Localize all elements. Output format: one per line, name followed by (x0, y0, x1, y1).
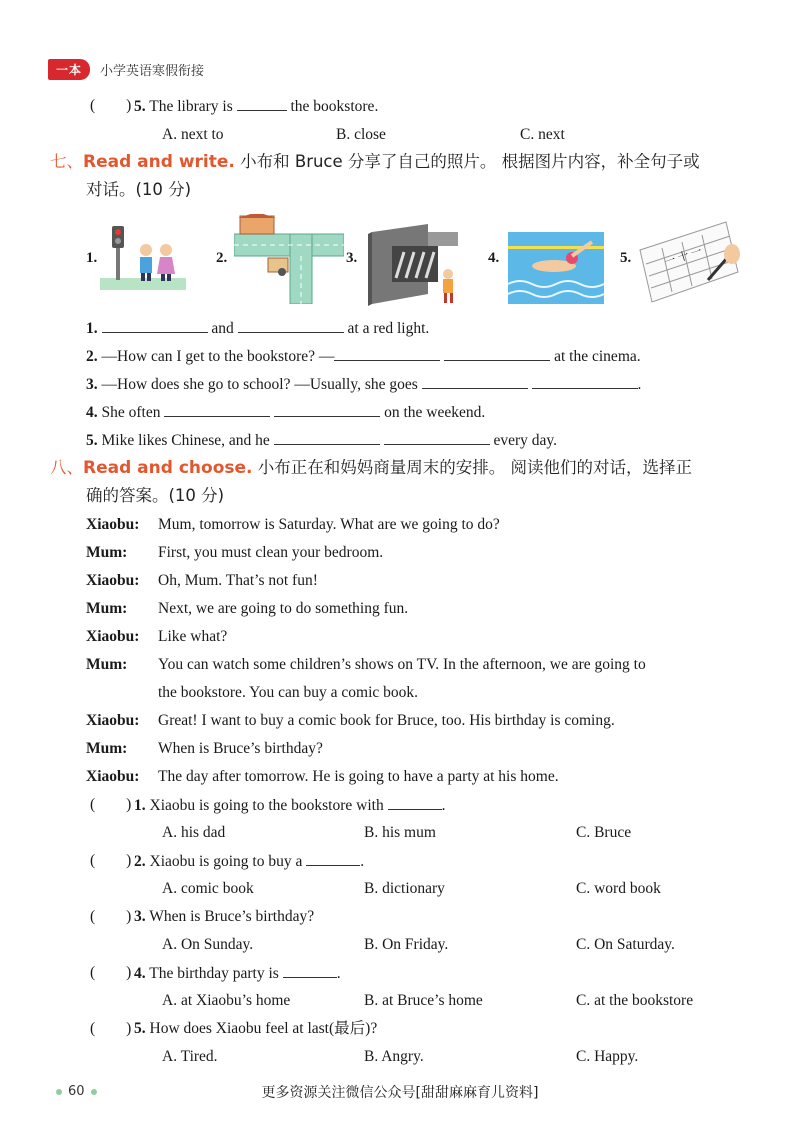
answer-blank[interactable] (274, 430, 380, 445)
answer-blank[interactable] (532, 374, 638, 389)
answer-blank[interactable] (237, 96, 287, 111)
question-number: 3. (134, 908, 146, 925)
dialog-line: First, you must clean your bedroom. (158, 544, 384, 561)
section-instructions: 小布正在和妈妈商量周末的安排。 阅读他们的对话，选择正 (257, 458, 692, 477)
question-text: Xiaobu is going to buy a (149, 853, 303, 870)
option-b[interactable]: B. at Bruce’s home (364, 992, 483, 1009)
question-text: at a red light. (347, 320, 430, 337)
option-c[interactable]: C. next (520, 126, 565, 143)
question-text: . (441, 797, 446, 814)
dialog-speaker: Xiaobu: (86, 712, 140, 729)
option-c[interactable]: C. word book (576, 880, 661, 897)
picture-label: 1. (86, 250, 98, 266)
question-number: 1. (134, 797, 146, 814)
write-question-4 (86, 402, 485, 423)
brand-badge: 一本 (48, 59, 90, 80)
answer-blank[interactable] (164, 402, 270, 417)
page-header (48, 58, 204, 80)
section-english-title: Read and choose. (83, 458, 253, 478)
section-instructions: 小布和 Bruce 分享了自己的照片。 根据图片内容，补全句子或 (240, 152, 700, 171)
question-text: the bookstore. (290, 98, 379, 115)
answer-blank[interactable] (444, 346, 550, 361)
dialog-speaker: Mum: (86, 656, 128, 673)
option-b[interactable]: B. close (336, 126, 386, 143)
question-number: 2. (134, 853, 146, 870)
dialog-speaker: Xiaobu: (86, 628, 140, 645)
dialog-line: The day after tomorrow. He is going to have a party at his home. (158, 768, 559, 785)
answer-paren[interactable]: ( ) (90, 1020, 132, 1037)
question-number: 2. (86, 348, 98, 365)
write-question-5 (86, 430, 557, 451)
answer-paren[interactable]: ( ) (90, 908, 132, 925)
section-8-title-line2: 确的答案。(10 分) (86, 486, 225, 505)
option-b[interactable]: B. Angry. (364, 1048, 424, 1065)
write-question-3 (86, 374, 641, 395)
option-a[interactable]: A. his dad (162, 824, 226, 841)
dialog-speaker: Xiaobu: (86, 516, 140, 533)
option-a[interactable]: A. next to (162, 126, 224, 143)
dialog-line: You can watch some children’s shows on TV. In the afternoon, we are going to (158, 656, 646, 673)
write-question-1 (86, 318, 429, 339)
section-english-title: Read and write. (83, 152, 235, 172)
dialog-line: Mum, tomorrow is Saturday. What are we going to do? (158, 516, 500, 533)
dialog-speaker: Xiaobu: (86, 572, 140, 589)
answer-paren[interactable]: ( ) (90, 852, 132, 869)
option-c[interactable]: C. On Saturday. (576, 936, 675, 953)
write-question-2 (86, 346, 641, 367)
section-7-title (50, 150, 700, 174)
question-text: at the cinema. (554, 348, 641, 365)
option-b[interactable]: B. his mum (364, 824, 436, 841)
question-text: The birthday party is (149, 965, 279, 982)
dialog-line: the bookstore. You can buy a comic book. (158, 684, 419, 701)
question-row (134, 96, 378, 117)
dialog-speaker: Mum: (86, 544, 128, 561)
answer-blank[interactable] (388, 795, 442, 810)
option-b[interactable]: B. dictionary (364, 880, 445, 897)
question-text: —How does she go to school? —Usually, she goes (101, 376, 418, 393)
question-number: 3. (86, 376, 98, 393)
answer-blank[interactable] (102, 318, 208, 333)
answer-blank[interactable] (274, 402, 380, 417)
section-8-title (50, 456, 692, 480)
question-number: 5. (86, 432, 98, 449)
footer-note: 更多资源关注微信公众号[甜甜麻麻育儿资料] (261, 1085, 539, 1101)
dialog-speaker: Mum: (86, 600, 128, 617)
answer-blank[interactable] (306, 851, 360, 866)
question-text: . (360, 853, 365, 870)
question-text: Mike likes Chinese, and he (101, 432, 270, 449)
option-c[interactable]: C. Bruce (576, 824, 632, 841)
choose-question-3 (134, 907, 314, 927)
section-number: 七、 (50, 152, 83, 171)
option-a[interactable]: A. Tired. (162, 1048, 218, 1065)
dialog-line: Oh, Mum. That’s not fun! (158, 572, 318, 589)
dialog-line: Like what? (158, 628, 228, 645)
picture-label: 2. (216, 250, 228, 266)
answer-paren[interactable]: ( ) (90, 964, 132, 981)
question-text: Xiaobu is going to the bookstore with (149, 797, 384, 814)
page-number-text: 60 (68, 1084, 85, 1099)
question-text: When is Bruce’s birthday? (149, 908, 315, 925)
dialog-speaker: Mum: (86, 740, 128, 757)
option-c[interactable]: C. Happy. (576, 1048, 639, 1065)
answer-blank[interactable] (384, 430, 490, 445)
question-text: . (336, 965, 341, 982)
section-number: 八、 (50, 458, 83, 477)
question-number: 5. (134, 1020, 146, 1037)
question-text: —How can I get to the bookstore? — (101, 348, 335, 365)
svg-text:一 十 一: 一 十 一 (663, 245, 704, 269)
answer-blank[interactable] (283, 963, 337, 978)
picture-label: 5. (620, 250, 632, 266)
option-b[interactable]: B. On Friday. (364, 936, 449, 953)
question-text: The library is (149, 98, 233, 115)
picture-label: 4. (488, 250, 500, 266)
dialog-line: Great! I want to buy a comic book for Bruce, too. His birthday is coming. (158, 712, 615, 729)
writing-practice-picture (638, 220, 740, 304)
option-a[interactable]: A. comic book (162, 880, 254, 897)
dialog-speaker: Xiaobu: (86, 768, 140, 785)
question-text: on the weekend. (384, 404, 486, 421)
answer-paren[interactable]: ( ) (90, 796, 132, 813)
option-a[interactable]: A. On Sunday. (162, 936, 254, 953)
choose-question-5 (134, 1019, 377, 1039)
option-c[interactable]: C. at the bookstore (576, 992, 694, 1009)
section-7-title-line2: 对话。(10 分) (86, 180, 192, 199)
question-number: 5. (134, 98, 146, 115)
option-a[interactable]: A. at Xiaobu’s home (162, 992, 291, 1009)
choose-question-2 (134, 851, 364, 872)
picture-label: 3. (346, 250, 358, 266)
choose-question-1 (134, 795, 445, 816)
question-text: every day. (493, 432, 557, 449)
street-map-picture (234, 214, 344, 304)
question-text: She often (101, 404, 161, 421)
series-title: 小学英语寒假衔接 (100, 63, 205, 79)
traffic-light-picture (100, 222, 186, 290)
answer-blank[interactable] (334, 346, 440, 361)
choose-question-4 (134, 963, 341, 984)
question-number: 1. (86, 320, 98, 337)
question-text: How does Xiaobu feel at last(最后)? (149, 1020, 378, 1037)
answer-paren[interactable]: ( ) (90, 97, 132, 114)
dialog-line: When is Bruce’s birthday? (158, 740, 323, 757)
subway-picture (368, 222, 464, 306)
answer-blank[interactable] (422, 374, 528, 389)
dialog-line: Next, we are going to do something fun. (158, 600, 409, 617)
answer-blank[interactable] (238, 318, 344, 333)
question-text: . (637, 376, 642, 393)
question-text: and (211, 320, 234, 337)
swimming-picture (508, 232, 604, 304)
question-number: 4. (86, 404, 98, 421)
question-number: 4. (134, 965, 146, 982)
